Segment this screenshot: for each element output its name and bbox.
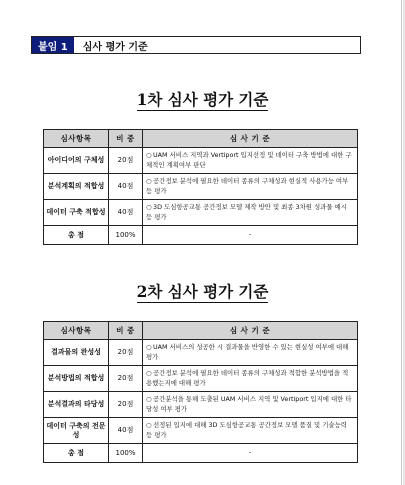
bullet-mark: ○ [146, 395, 152, 403]
row-score: 20점 [109, 148, 143, 174]
section1-table [43, 129, 358, 245]
row-item: 분석결과의 타당성 [44, 392, 109, 418]
row-criteria: ○UAM 서비스의 성공한 시 결과물을 반영한 수 있는 현실성 여부에 대해 평가 [143, 340, 358, 366]
bullet-mark: ○ [146, 343, 152, 351]
bullet-mark: ○ [146, 151, 152, 159]
col-header-item: 심사항목 [44, 130, 109, 148]
total-row [44, 226, 358, 245]
table-row [44, 340, 358, 366]
col-header-criteria: 심 사 기 준 [143, 130, 358, 148]
row-score: 20점 [109, 366, 143, 392]
total-criteria: - [143, 444, 358, 463]
row-item: 아이디어의 구체성 [44, 148, 109, 174]
table-row [44, 418, 358, 444]
bullet-mark: ○ [146, 369, 152, 377]
col-header-weight: 비 중 [109, 322, 143, 340]
section2-table [43, 321, 358, 463]
row-criteria: ○선정된 입지에 대해 3D 도심항공교통 공간정보 모델 품질 및 기술능력 등 평가 [143, 418, 358, 444]
table-row [44, 392, 358, 418]
row-score: 40점 [109, 174, 143, 200]
bullet-mark: ○ [146, 203, 152, 211]
row-score: 40점 [109, 200, 143, 226]
row-score: 40점 [109, 418, 143, 444]
row-criteria: ○3D 도심항공교통 공간정보 모델 제작 방안 및 최종 3차원 성과물 예시 등 평가 [143, 200, 358, 226]
page-edge [401, 0, 402, 485]
col-header-weight: 비 중 [109, 130, 143, 148]
total-row [44, 444, 358, 463]
row-criteria: ○UAM 서비스 지역과 Vertiport 입지선정 및 데이터 구축 방법에 대한 구체적인 계획여부 판단 [143, 148, 358, 174]
total-score: 100% [109, 226, 143, 245]
row-item: 분석계획의 적합성 [44, 174, 109, 200]
attachment-title: 심사 평가 기준 [82, 41, 148, 53]
total-label: 총 점 [44, 444, 109, 463]
row-item: 결과물의 완성성 [44, 340, 109, 366]
col-header-criteria: 심 사 기 준 [143, 322, 358, 340]
table-row [44, 366, 358, 392]
row-item: 데이터 구축의 전문성 [44, 418, 109, 444]
total-score: 100% [109, 444, 143, 463]
row-score: 20점 [109, 392, 143, 418]
table-row [44, 200, 358, 226]
row-item: 데이터 구축 적합성 [44, 200, 109, 226]
section2-title: 2차 심사 평가 기준 [136, 282, 269, 301]
bullet-mark: ○ [146, 421, 152, 429]
row-score: 20점 [109, 340, 143, 366]
row-criteria: ○공간정보 분석에 필요한 데이터 종류의 구체성과 적합한 분석방법을 적용했는지에 대해 평가 [143, 366, 358, 392]
col-header-item: 심사항목 [44, 322, 109, 340]
row-criteria: ○공간정보 분석에 필요한 데이터 종류의 구체성과 현실적 사용가능 여부 등 평가 [143, 174, 358, 200]
attachment-tag: 붙임 1 [32, 37, 74, 53]
table-row [44, 174, 358, 200]
row-item: 분석방법의 적합성 [44, 366, 109, 392]
row-criteria: ○공간분석을 통해 도출된 UAM 서비스 지역 및 Vertiport 입지에 대한 타당성 여부 평가 [143, 392, 358, 418]
attachment-header [31, 36, 361, 54]
total-label: 총 점 [44, 226, 109, 245]
section1-title: 1차 심사 평가 기준 [136, 90, 269, 109]
bullet-mark: ○ [146, 177, 152, 185]
table-row [44, 148, 358, 174]
total-criteria: - [143, 226, 358, 245]
